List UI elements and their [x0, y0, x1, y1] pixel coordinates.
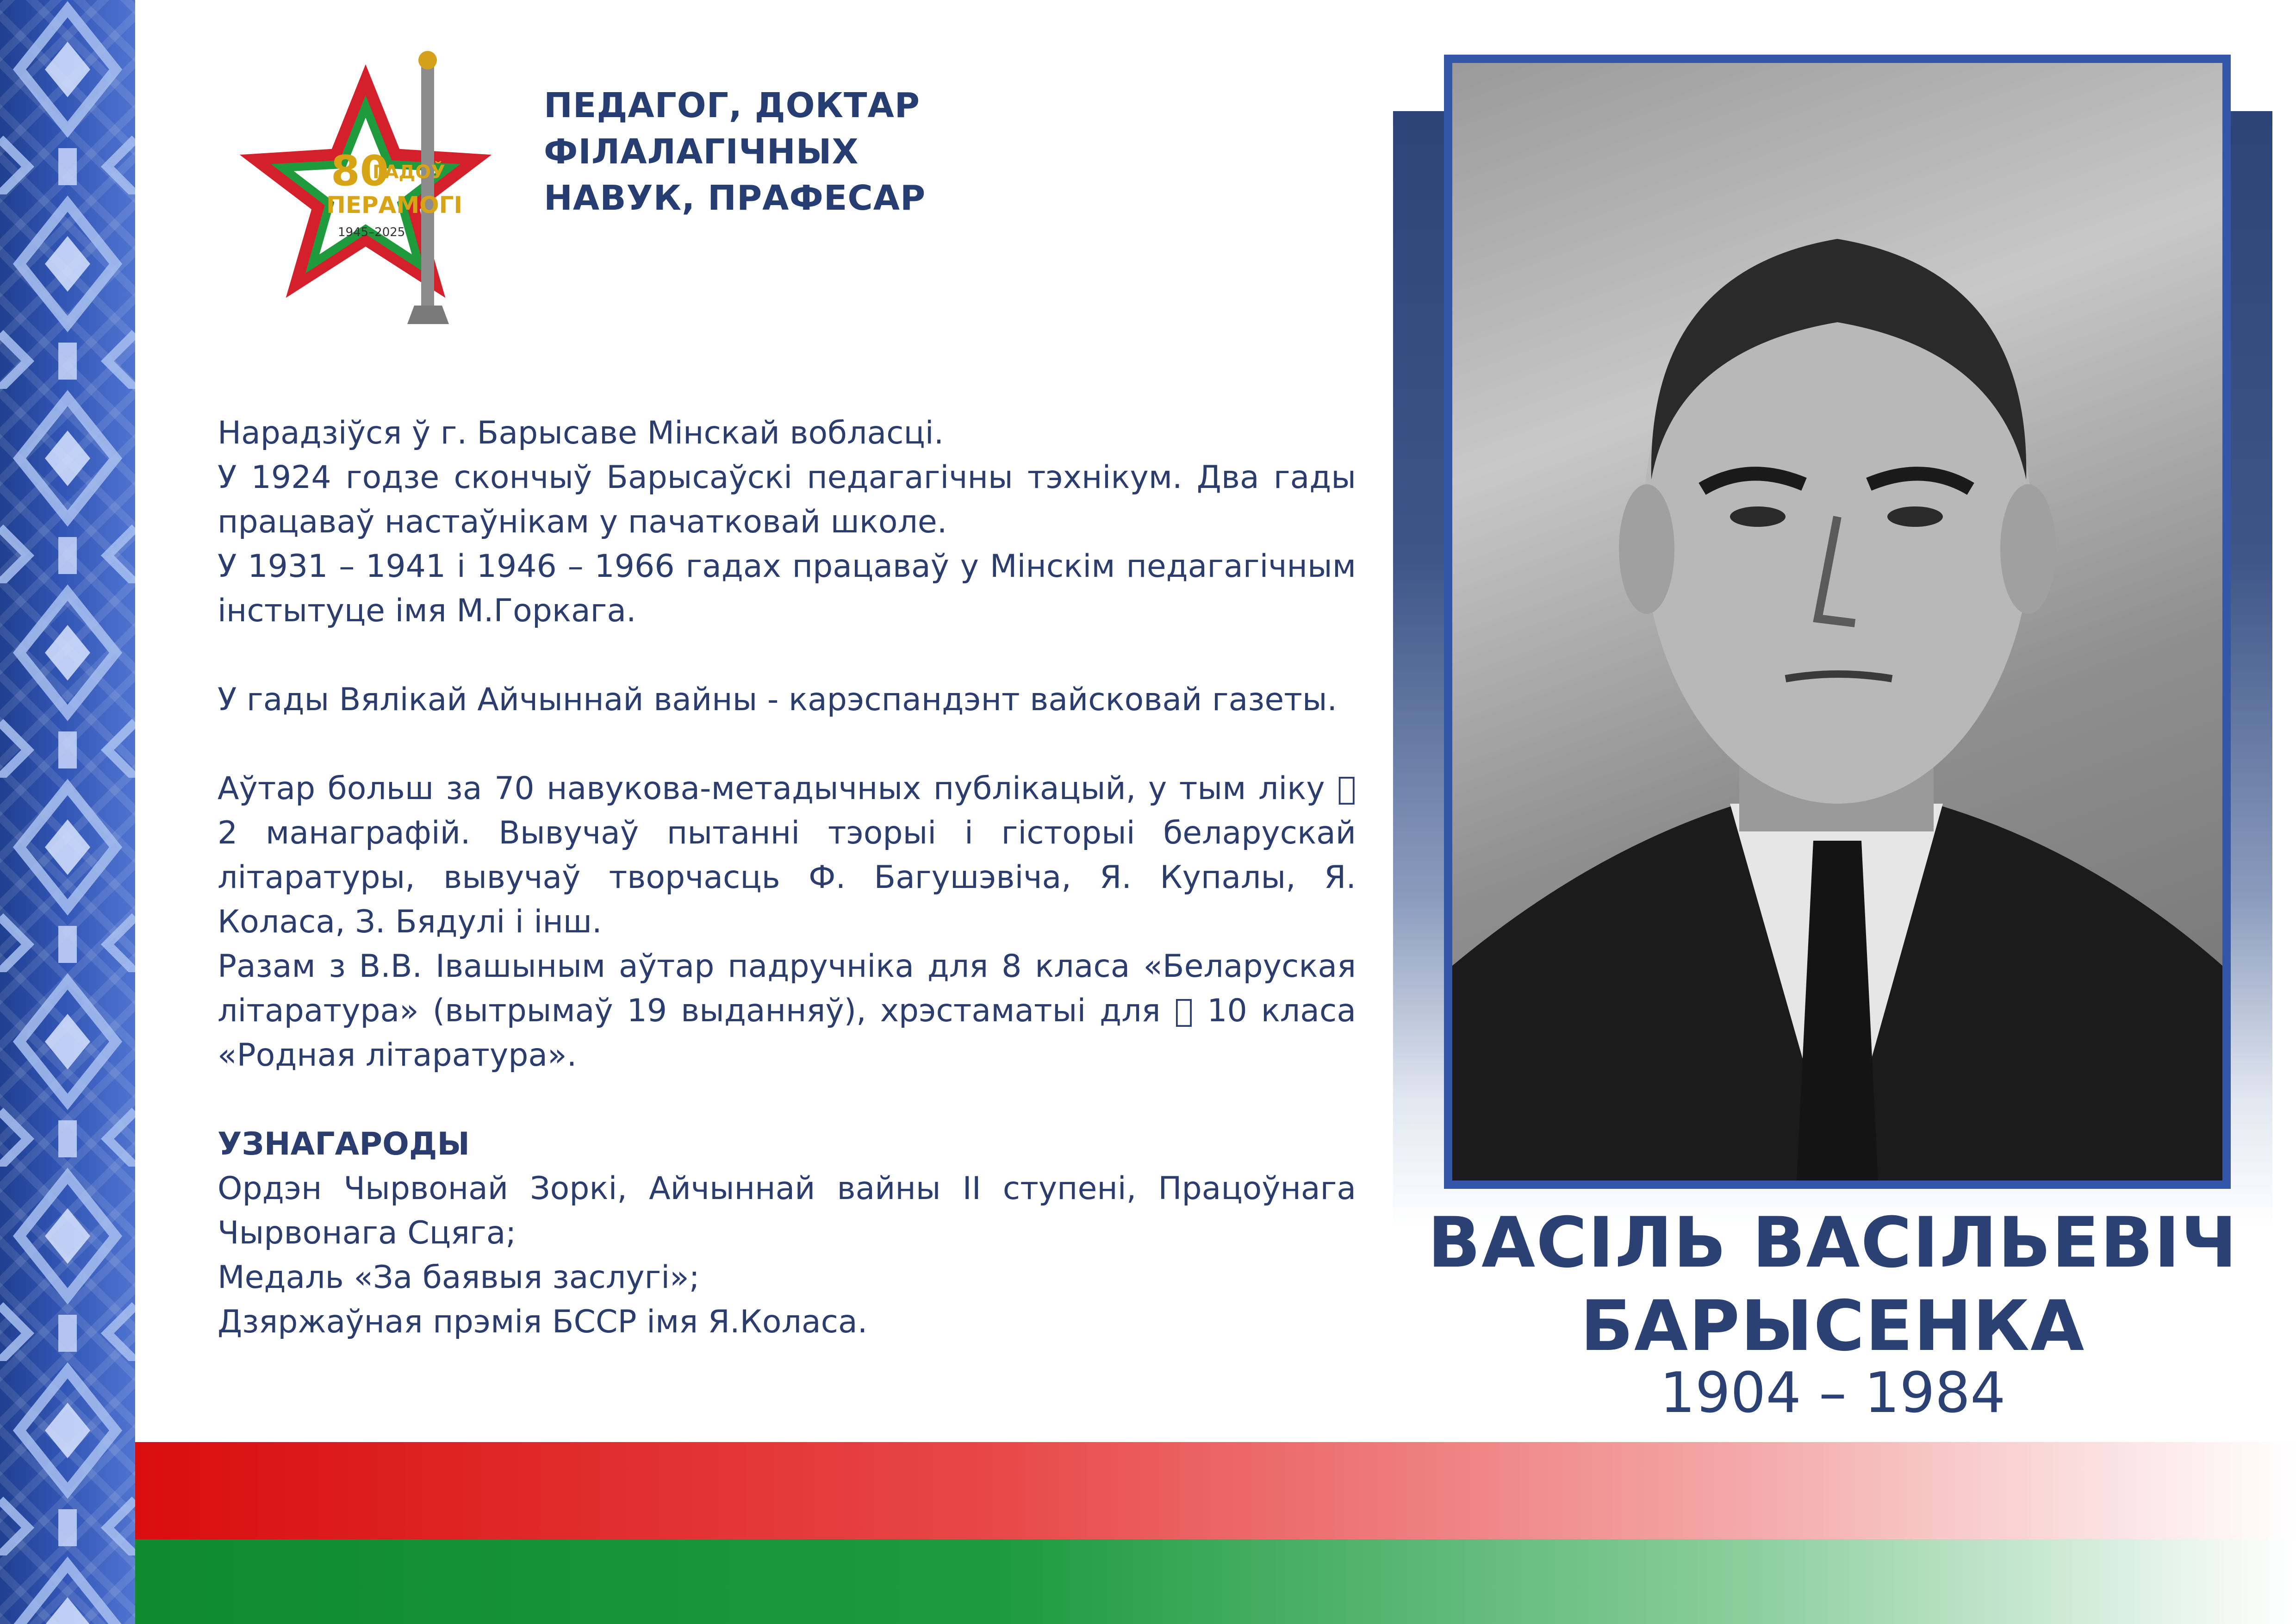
biography: [218, 411, 1356, 1344]
bio-paragraph-education: У 1924 годзе скончыў Барысаўскі педагагічны тэхнікум. Два гады працаваў настаўнікам у пачатковай школе.: [218, 459, 1356, 540]
portrait-photo: [1452, 63, 2222, 1181]
victory-80-logo: [227, 46, 523, 324]
logo-star-icon: [227, 46, 523, 324]
profession-line-1: ПЕДАГОГ, ДОКТАР ФІЛАЛАГІЧНЫХ: [544, 86, 921, 172]
bio-paragraph-war: У гады Вялікай Айчыннай вайны - карэспандэнт вайсковай газеты.: [218, 681, 1338, 718]
profession-line-2: НАВУК, ПРАФЕСАР: [544, 178, 926, 218]
award-prize: Дзяржаўная прэмія БССР імя Я.Коласа.: [218, 1304, 868, 1340]
ornament-pattern: [0, 0, 135, 1624]
award-orders: Ордэн Чырвонай Зоркі, Айчыннай вайны ІІ ступені, Працоўнага Чырвонага Сцяга;: [218, 1170, 1356, 1251]
bio-paragraph-publications: Аўтар больш за 70 навукова-метадычных публікацый, у тым ліку   2 манаграфій. Вывучаў пытанні тэорыі і гісторыі беларускай літаратуры, вывучаў творчасць Ф. Багушэвіча, Я. Купалы, Я. Коласа, З. Бядулі і інш.: [218, 770, 1356, 940]
portrait-silhouette: [1452, 63, 2222, 1181]
bio-paragraph-work: У 1931 – 1941 і 1946 – 1966 гадах працаваў у Мінскім педагагічным інстытуце імя М.Горкага.: [218, 548, 1356, 629]
life-years: 1904 – 1984: [1660, 1361, 2006, 1425]
awards-heading: УЗНАГАРОДЫ: [218, 1126, 470, 1162]
logo-number: 80: [331, 147, 389, 195]
person-name-line-2: БАРЫСЕНКА: [1580, 1286, 2085, 1367]
logo-line2: ПЕРАМОГІ: [326, 192, 463, 219]
award-medal: Медаль «За баявыя заслугі»;: [218, 1259, 700, 1296]
flag-stripe-green: [135, 1539, 2296, 1624]
person-name: [1402, 1201, 2263, 1368]
person-name-line-1: ВАСІЛЬ ВАСІЛЬЕВІЧ: [1427, 1203, 2238, 1283]
flag-stripe-red: [135, 1442, 2296, 1539]
bio-paragraph-textbooks: Разам з В.В. Івашыным аўтар падручніка для 8 класа «Беларуская літаратура» (вытрымаў 19 выданняў), хрэстаматыі для   10 класа «Родная літаратура».: [218, 948, 1356, 1074]
profession-title: [544, 82, 1238, 221]
ornament-strip: [0, 0, 135, 1624]
logo-years: 1945–2025: [338, 225, 405, 239]
logo-line1: ГАДОЎ: [373, 162, 445, 183]
bio-paragraph-birth: Нарадзіўся ў г. Барысаве Мінскай вобласці.: [218, 415, 944, 451]
